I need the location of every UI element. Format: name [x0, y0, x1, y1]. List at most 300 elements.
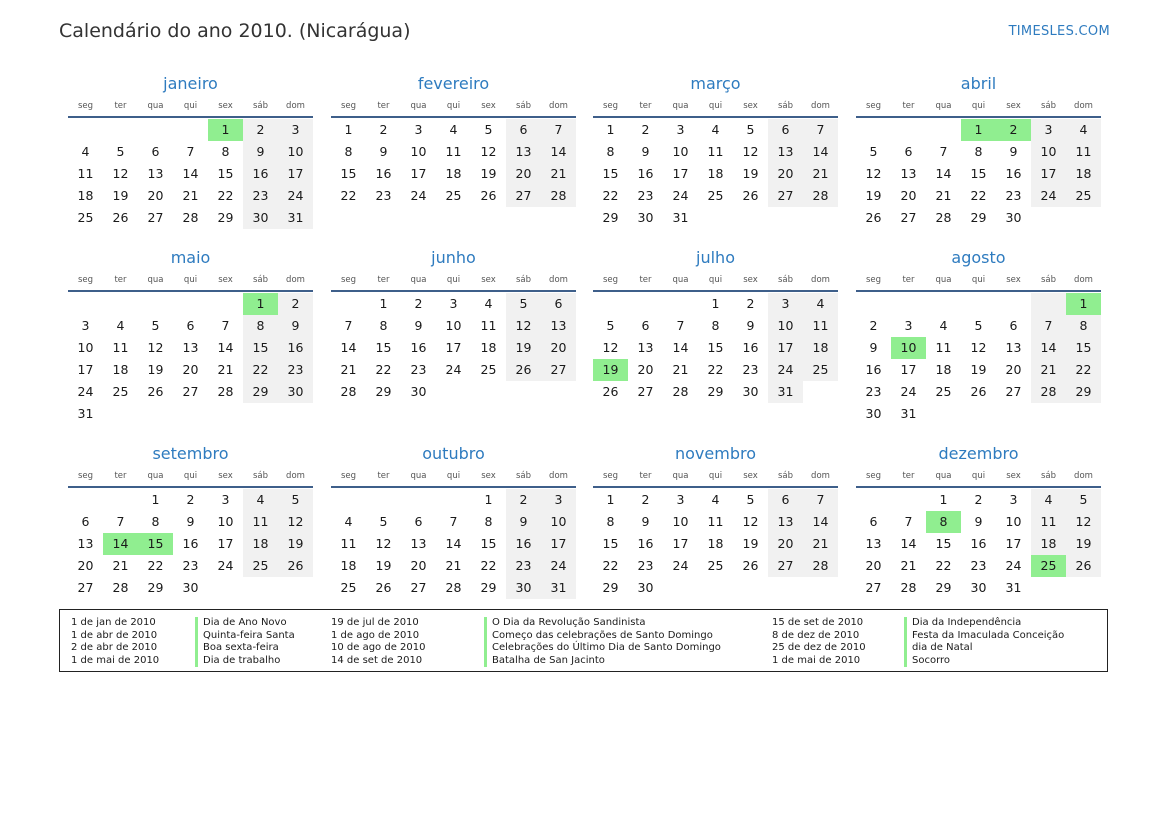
weekday-label: qui	[446, 101, 461, 111]
day-cell: 15	[602, 166, 619, 181]
day-cell: 6	[414, 514, 423, 529]
weekday-label: sex	[481, 101, 496, 111]
month-name: junho	[431, 248, 476, 267]
day-cell: 4	[939, 318, 948, 333]
day-cell: 9	[869, 340, 878, 355]
day-cell: 23	[637, 188, 654, 203]
weekday-label: dom	[286, 471, 305, 481]
weekday-label: seg	[77, 471, 94, 481]
day-cell: 31	[1005, 580, 1022, 595]
day-cell: 26	[1066, 555, 1101, 577]
day-cell: 12	[742, 144, 759, 159]
day-cell: 22	[243, 359, 278, 381]
day-cell: 12	[602, 340, 619, 355]
day-cell: 10	[278, 141, 313, 163]
day-cell: 15	[970, 166, 987, 181]
day-cell: 14	[900, 536, 917, 551]
day-cell: 18	[340, 558, 357, 573]
day-cell: 22	[375, 362, 392, 377]
weekday-header	[68, 466, 313, 488]
day-cell: 8	[151, 514, 160, 529]
day-cell: 26	[742, 188, 759, 203]
day-cell: 31	[900, 406, 917, 421]
weekday-label: dom	[1074, 101, 1093, 111]
day-cell: 24	[217, 558, 234, 573]
day-grid	[856, 292, 1101, 425]
month-dezembro	[856, 442, 1101, 599]
day-cell: 28	[803, 185, 838, 207]
day-cell: 18	[1066, 163, 1101, 185]
day-cell: 15	[217, 166, 234, 181]
day-grid	[593, 488, 838, 599]
day-cell: 20	[768, 533, 803, 555]
day-cell: 29	[602, 210, 619, 225]
weekday-label: dom	[1074, 275, 1093, 285]
month-fevereiro	[331, 72, 576, 207]
day-cell: 9	[641, 144, 650, 159]
empty-cell	[68, 293, 103, 315]
month-novembro	[593, 442, 838, 599]
day-cell: 20	[900, 188, 917, 203]
day-cell: 30	[410, 384, 427, 399]
day-cell: 8	[974, 144, 983, 159]
day-cell: 7	[186, 144, 195, 159]
day-cell: 7	[803, 119, 838, 141]
day-cell: 4	[449, 122, 458, 137]
empty-cell	[331, 489, 366, 511]
day-cell: 8	[606, 144, 615, 159]
day-cell: 5	[151, 318, 160, 333]
holiday-legend	[59, 609, 1108, 672]
day-cell: 3	[221, 492, 230, 507]
day-cell: 10	[768, 315, 803, 337]
day-cell: 27	[541, 359, 576, 381]
day-cell: 6	[869, 514, 878, 529]
day-cell: 13	[182, 340, 199, 355]
legend-date: 2 de abr de 2010	[71, 642, 158, 653]
day-cell: 22	[602, 558, 619, 573]
day-cell: 25	[77, 210, 94, 225]
day-cell: 8	[1066, 315, 1101, 337]
day-cell: 1	[344, 122, 353, 137]
weekday-label: ter	[114, 471, 127, 481]
day-cell: 15	[1066, 337, 1101, 359]
weekday-label: qua	[147, 471, 164, 481]
empty-cell	[436, 489, 471, 511]
day-cell: 26	[602, 384, 619, 399]
day-cell: 6	[641, 318, 650, 333]
holiday-day-cell: 1	[208, 119, 243, 141]
day-cell: 7	[676, 318, 685, 333]
day-cell: 8	[484, 514, 493, 529]
day-cell: 16	[1005, 166, 1022, 181]
day-cell: 10	[541, 511, 576, 533]
day-cell: 1	[711, 296, 720, 311]
weekday-label: qui	[971, 471, 986, 481]
legend-date: 10 de ago de 2010	[331, 642, 426, 653]
legend-holiday-name: Quinta-feira Santa	[195, 630, 295, 643]
month-outubro	[331, 442, 576, 599]
day-grid	[331, 488, 576, 599]
day-cell: 29	[480, 580, 497, 595]
weekday-label: qui	[183, 275, 198, 285]
weekday-label: seg	[865, 101, 882, 111]
day-cell: 30	[182, 580, 199, 595]
empty-cell	[331, 293, 366, 315]
day-cell: 11	[935, 340, 952, 355]
day-cell: 16	[506, 533, 541, 555]
day-cell: 1	[379, 296, 388, 311]
day-cell: 7	[904, 514, 913, 529]
weekday-label: qui	[971, 101, 986, 111]
day-cell: 22	[1066, 359, 1101, 381]
day-cell: 3	[768, 293, 803, 315]
day-cell: 27	[506, 185, 541, 207]
holiday-day-cell: 10	[891, 337, 926, 359]
weekday-label: seg	[340, 275, 357, 285]
legend-holiday-name: Batalha de San Jacinto	[484, 655, 605, 668]
day-cell: 12	[375, 536, 392, 551]
day-cell: 18	[1031, 533, 1066, 555]
day-cell: 26	[112, 210, 129, 225]
day-cell: 11	[803, 315, 838, 337]
day-cell: 31	[672, 210, 689, 225]
day-grid	[856, 118, 1101, 229]
day-cell: 23	[742, 362, 759, 377]
day-cell: 13	[865, 536, 882, 551]
day-cell: 27	[77, 580, 94, 595]
weekday-label: qua	[935, 471, 952, 481]
day-cell: 10	[445, 318, 462, 333]
day-cell: 28	[935, 210, 952, 225]
day-cell: 9	[278, 315, 313, 337]
day-cell: 14	[182, 166, 199, 181]
day-cell: 12	[480, 144, 497, 159]
weekday-header	[68, 96, 313, 118]
weekday-label: dom	[286, 101, 305, 111]
weekday-label: qua	[672, 101, 689, 111]
empty-cell	[366, 489, 401, 511]
weekday-label: seg	[602, 275, 619, 285]
day-cell: 18	[480, 340, 497, 355]
day-cell: 9	[1009, 144, 1018, 159]
day-cell: 13	[541, 315, 576, 337]
weekday-label: sex	[743, 275, 758, 285]
day-cell: 23	[970, 558, 987, 573]
day-cell: 19	[480, 166, 497, 181]
weekday-header	[331, 96, 576, 118]
day-cell: 7	[803, 489, 838, 511]
weekday-label: sáb	[515, 101, 532, 111]
day-cell: 2	[186, 492, 195, 507]
day-cell: 8	[344, 144, 353, 159]
day-cell: 28	[340, 384, 357, 399]
weekday-header	[593, 466, 838, 488]
day-cell: 31	[77, 406, 94, 421]
day-cell: 4	[711, 492, 720, 507]
day-cell: 6	[506, 119, 541, 141]
day-cell: 21	[803, 533, 838, 555]
day-cell: 30	[278, 381, 313, 403]
day-cell: 10	[77, 340, 94, 355]
day-cell: 19	[147, 362, 164, 377]
day-cell: 26	[742, 558, 759, 573]
month-abril	[856, 72, 1101, 229]
legend-date: 19 de jul de 2010	[331, 617, 419, 628]
day-cell: 26	[278, 555, 313, 577]
weekday-label: dom	[811, 275, 830, 285]
day-cell: 16	[865, 362, 882, 377]
empty-cell	[138, 119, 173, 141]
day-cell: 24	[768, 359, 803, 381]
day-cell: 2	[414, 296, 423, 311]
day-cell: 10	[410, 144, 427, 159]
day-cell: 14	[217, 340, 234, 355]
empty-cell	[856, 119, 891, 141]
day-cell: 3	[81, 318, 90, 333]
day-cell: 30	[970, 580, 987, 595]
day-cell: 30	[637, 210, 654, 225]
day-grid	[593, 118, 838, 229]
empty-cell	[68, 119, 103, 141]
day-cell: 21	[900, 558, 917, 573]
day-cell: 31	[768, 381, 803, 403]
day-cell: 9	[414, 318, 423, 333]
weekday-label: seg	[77, 101, 94, 111]
day-cell: 23	[278, 359, 313, 381]
legend-date: 14 de set de 2010	[331, 654, 423, 666]
month-name: fevereiro	[417, 74, 490, 93]
day-cell: 25	[707, 558, 724, 573]
day-cell: 20	[410, 558, 427, 573]
day-cell: 21	[541, 163, 576, 185]
day-cell: 8	[711, 318, 720, 333]
weekday-label: ter	[377, 101, 390, 111]
day-cell: 13	[768, 141, 803, 163]
day-cell: 25	[935, 384, 952, 399]
day-cell: 21	[1031, 359, 1066, 381]
weekday-label: sex	[1006, 101, 1021, 111]
day-cell: 3	[278, 119, 313, 141]
day-cell: 23	[243, 185, 278, 207]
day-cell: 14	[803, 511, 838, 533]
weekday-label: sáb	[777, 275, 794, 285]
weekday-label: seg	[340, 101, 357, 111]
legend-date: 1 de ago de 2010	[331, 629, 420, 641]
empty-cell	[663, 293, 698, 315]
day-cell: 5	[974, 318, 983, 333]
legend-date: 15 de set de 2010	[772, 617, 864, 628]
day-cell: 19	[970, 362, 987, 377]
empty-cell	[856, 293, 891, 315]
day-cell: 29	[375, 384, 392, 399]
day-cell: 28	[112, 580, 129, 595]
day-cell: 27	[182, 384, 199, 399]
day-cell: 7	[1031, 315, 1066, 337]
month-name: agosto	[951, 248, 1006, 267]
day-cell: 14	[340, 340, 357, 355]
day-cell: 19	[742, 166, 759, 181]
day-cell: 6	[151, 144, 160, 159]
day-grid	[68, 292, 313, 425]
month-name: maio	[170, 248, 211, 267]
empty-cell	[926, 119, 961, 141]
day-cell: 22	[935, 558, 952, 573]
day-grid	[593, 292, 838, 403]
weekday-label: sex	[743, 101, 758, 111]
weekday-label: sáb	[1040, 275, 1057, 285]
day-cell: 19	[375, 558, 392, 573]
day-cell: 24	[278, 185, 313, 207]
day-cell: 24	[410, 188, 427, 203]
weekday-label: seg	[77, 275, 94, 285]
day-cell: 13	[768, 511, 803, 533]
holiday-day-cell: 1	[1066, 293, 1101, 315]
day-cell: 17	[445, 340, 462, 355]
day-cell: 13	[900, 166, 917, 181]
day-cell: 10	[1031, 141, 1066, 163]
day-cell: 18	[707, 166, 724, 181]
legend-holiday-name: Celebrações do Último Dia de Santo Domingo	[484, 642, 721, 655]
day-cell: 28	[445, 580, 462, 595]
legend-date: 8 de dez de 2010	[772, 629, 860, 641]
day-cell: 12	[278, 511, 313, 533]
day-cell: 14	[803, 141, 838, 163]
day-cell: 1	[484, 492, 493, 507]
day-cell: 7	[939, 144, 948, 159]
day-cell: 4	[81, 144, 90, 159]
day-cell: 20	[1005, 362, 1022, 377]
day-cell: 4	[243, 489, 278, 511]
holiday-day-cell: 1	[243, 293, 278, 315]
day-cell: 30	[1005, 210, 1022, 225]
weekday-label: sex	[218, 275, 233, 285]
month-name: setembro	[152, 444, 229, 463]
site-logo[interactable]: TIMESLES.COM	[1008, 24, 1110, 39]
day-cell: 27	[1005, 384, 1022, 399]
holiday-day-cell: 2	[996, 119, 1031, 141]
day-cell: 16	[182, 536, 199, 551]
day-cell: 9	[243, 141, 278, 163]
weekday-label: qua	[672, 275, 689, 285]
day-cell: 17	[900, 362, 917, 377]
day-cell: 21	[182, 188, 199, 203]
weekday-label: qui	[446, 471, 461, 481]
day-cell: 5	[278, 489, 313, 511]
month-maio	[68, 246, 313, 425]
weekday-label: seg	[340, 471, 357, 481]
day-cell: 16	[970, 536, 987, 551]
month-name: março	[690, 74, 741, 93]
day-cell: 18	[77, 188, 94, 203]
day-cell: 29	[970, 210, 987, 225]
holiday-day-cell: 14	[103, 533, 138, 555]
month-junho	[331, 246, 576, 403]
day-cell: 5	[606, 318, 615, 333]
month-name: julho	[696, 248, 735, 267]
day-cell: 30	[865, 406, 882, 421]
day-cell: 4	[1066, 119, 1101, 141]
day-cell: 14	[445, 536, 462, 551]
month-março	[593, 72, 838, 229]
day-cell: 20	[541, 337, 576, 359]
day-cell: 1	[151, 492, 160, 507]
month-name: abril	[960, 74, 997, 93]
day-cell: 27	[768, 185, 803, 207]
weekday-label: ter	[902, 101, 915, 111]
weekday-label: sáb	[1040, 471, 1057, 481]
day-cell: 17	[278, 163, 313, 185]
day-cell: 2	[243, 119, 278, 141]
weekday-header	[856, 96, 1101, 118]
day-cell: 20	[768, 163, 803, 185]
day-cell: 7	[344, 318, 353, 333]
day-cell: 31	[278, 207, 313, 229]
day-cell: 21	[803, 163, 838, 185]
day-cell: 20	[77, 558, 94, 573]
day-cell: 2	[974, 492, 983, 507]
month-agosto	[856, 246, 1101, 425]
day-cell: 22	[480, 558, 497, 573]
day-cell: 12	[147, 340, 164, 355]
day-cell: 3	[904, 318, 913, 333]
day-cell: 18	[445, 166, 462, 181]
day-cell: 16	[375, 166, 392, 181]
day-cell: 13	[1005, 340, 1022, 355]
day-cell: 27	[768, 555, 803, 577]
weekday-label: qua	[147, 275, 164, 285]
empty-cell	[593, 293, 628, 315]
weekday-label: sex	[1006, 471, 1021, 481]
day-cell: 28	[900, 580, 917, 595]
day-cell: 28	[217, 384, 234, 399]
empty-cell	[103, 489, 138, 511]
weekday-header	[856, 466, 1101, 488]
day-cell: 28	[1031, 381, 1066, 403]
day-cell: 22	[217, 188, 234, 203]
weekday-label: sáb	[515, 471, 532, 481]
day-cell: 26	[506, 359, 541, 381]
day-grid	[331, 118, 576, 207]
day-cell: 25	[445, 188, 462, 203]
legend-holiday-name: Começo das celebrações de Santo Domingo	[484, 630, 713, 643]
weekday-label: sex	[481, 275, 496, 285]
empty-cell	[926, 293, 961, 315]
day-cell: 2	[641, 492, 650, 507]
empty-cell	[68, 489, 103, 511]
weekday-label: ter	[377, 471, 390, 481]
day-cell: 19	[112, 188, 129, 203]
holiday-day-cell: 19	[593, 359, 628, 381]
day-cell: 7	[541, 119, 576, 141]
weekday-label: qui	[971, 275, 986, 285]
day-cell: 8	[243, 315, 278, 337]
day-cell: 22	[707, 362, 724, 377]
day-cell: 15	[707, 340, 724, 355]
day-cell: 20	[865, 558, 882, 573]
empty-cell	[173, 293, 208, 315]
day-cell: 5	[1066, 489, 1101, 511]
day-cell: 15	[602, 536, 619, 551]
day-cell: 28	[803, 555, 838, 577]
weekday-label: qui	[446, 275, 461, 285]
weekday-label: ter	[639, 471, 652, 481]
day-cell: 25	[1066, 185, 1101, 207]
day-cell: 9	[186, 514, 195, 529]
day-cell: 21	[340, 362, 357, 377]
weekday-label: qua	[410, 275, 427, 285]
legend-holiday-name: O Dia da Revolução Sandinista	[484, 617, 646, 630]
